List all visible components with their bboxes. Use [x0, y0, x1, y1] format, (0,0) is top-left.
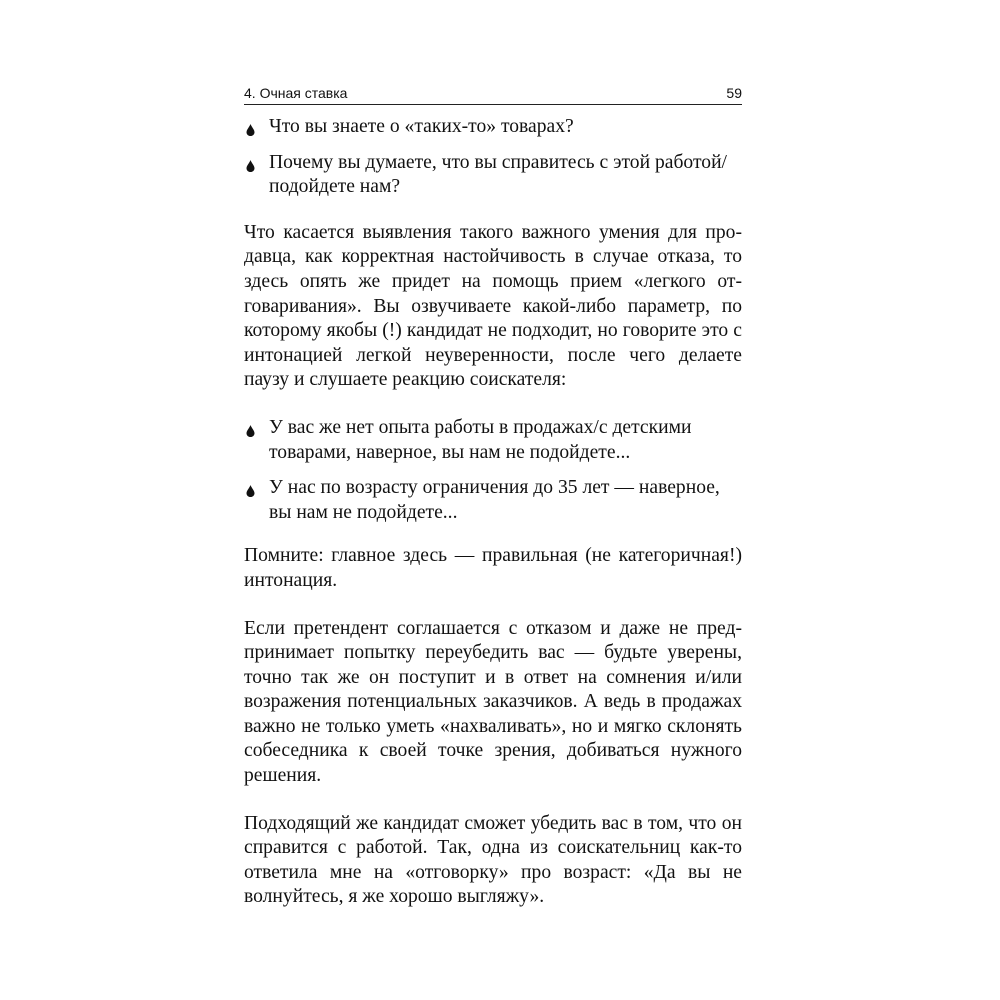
- list-item-text: У нас по возрасту ограничения до 35 лет — наверное, вы нам не подойдете...: [269, 477, 720, 523]
- running-head: [244, 80, 742, 105]
- chapter-title: 4. Очная ставка: [244, 85, 348, 101]
- book-page: [244, 80, 742, 933]
- teardrop-bullet-icon: [245, 124, 256, 136]
- page-number: 59: [726, 85, 742, 101]
- list-item: [244, 115, 742, 140]
- teardrop-bullet-icon: [245, 485, 256, 497]
- question-list: [244, 115, 742, 200]
- paragraph: Помните: главное здесь — правильная (не категоричная!) интонация.: [244, 545, 742, 591]
- list-item-text: У вас же нет опыта работы в продажах/с детскими товарами, наверное, вы нам не подойдете...: [269, 416, 692, 463]
- list-item: [244, 416, 742, 465]
- list-item-text: Почему вы думаете, что вы справитесь с этой работой/ подойдете нам?: [269, 151, 728, 198]
- list-item-text: Что вы знаете о «таких-то» товарах?: [269, 116, 574, 137]
- paragraph: Подходящий же кандидат сможет убедить вас в том, что он справится с работой. Так, одна из соискательниц как-то ответила мне на «отговорку» про возраст: «Да вы не волнуйтесь, я же хорошо выгляжу».: [244, 812, 742, 908]
- page-body: [244, 115, 742, 910]
- teardrop-bullet-icon: [245, 160, 256, 172]
- objection-list: [244, 416, 742, 525]
- paragraph: Если претендент соглашается с отказом и даже не предпринимает попытку переубедить вас — будьте уверены, точно так же он поступит и в ответ на сомнения и/или возражения потенциальных заказчиков. А ведь в продажах важно не только уметь «нахваливать», но и мягко склонять собеседника к своей точке зрения, добиваться нужного решения.: [244, 617, 742, 787]
- paragraph: Что касается выявления такого важного умения для продавца, как корректная настойчивость в случае отказа, то здесь опять же придет на помощь прием «легкого отговаривания». Вы озвучиваете какой-либо параметр, по которому якобы (!) кандидат не подходит, но говорите это с интонацией легкой неуверенности, после чего делаете паузу и слушаете реакцию соискателя:: [244, 221, 742, 391]
- teardrop-bullet-icon: [245, 425, 256, 437]
- list-item: [244, 476, 742, 525]
- list-item: [244, 151, 742, 200]
